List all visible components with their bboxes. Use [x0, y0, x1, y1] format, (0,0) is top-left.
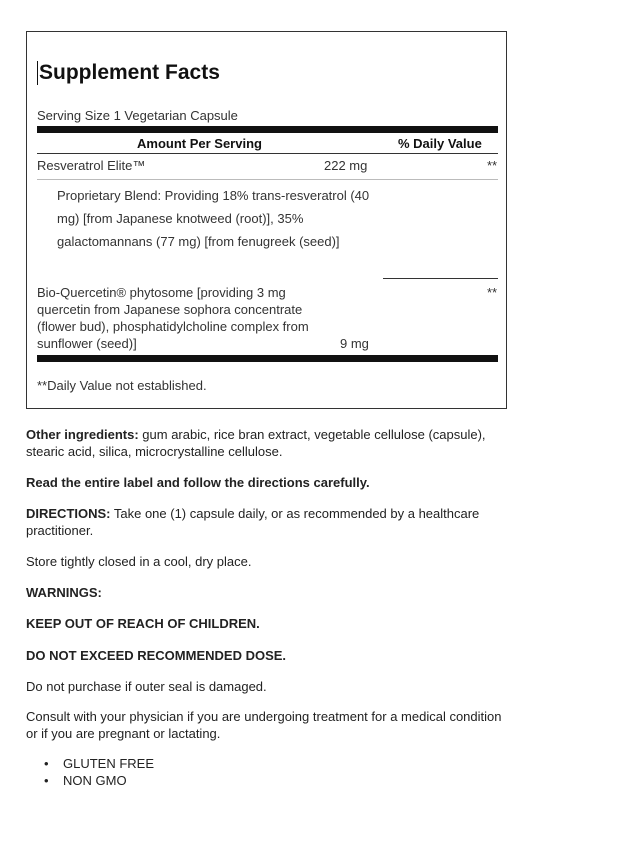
resveratrol-dv: **	[487, 158, 498, 173]
other-ingredients-text: gum arabic, rice bran extract, vegetable cellulose (capsule), stearic acid, silica, microcrystalline cellulose.	[26, 427, 486, 459]
blend-rule	[383, 278, 498, 279]
read-label-notice: Read the entire label and follow the directions carefully.	[26, 475, 370, 490]
do-not-exceed-warning: DO NOT EXCEED RECOMMENDED DOSE.	[26, 648, 287, 663]
badge-list	[44, 755, 154, 789]
serving-size: Serving Size 1 Vegetarian Capsule	[37, 108, 238, 123]
thick-rule-top	[37, 126, 498, 133]
directions	[26, 505, 496, 539]
facts-title: Supplement Facts	[39, 61, 220, 84]
supplement-facts-panel	[26, 31, 507, 409]
header-rule	[37, 153, 498, 154]
other-ingredients	[26, 426, 496, 460]
storage-note: Store tightly closed in a cool, dry place.	[26, 554, 252, 569]
thick-rule-bottom	[37, 355, 498, 362]
resveratrol-name: Resveratrol Elite™	[37, 158, 146, 173]
quercetin-amount: 9 mg	[340, 336, 369, 351]
quercetin-description: Bio-Quercetin® phytosome [providing 3 mg quercetin from Japanese sophora concentrate (flower bud), phosphatidylcholine complex from sunflower (seed)]	[37, 285, 309, 351]
directions-label: DIRECTIONS:	[26, 506, 111, 521]
directions-text: Take one (1) capsule daily, or as recommended by a healthcare practitioner.	[26, 506, 480, 538]
proprietary-blend: Proprietary Blend: Providing 18% trans-resveratrol (40 mg) [from Japanese knotweed (root)], 35% galactomannans (77 mg) [from fenugreek (seed)]	[57, 188, 370, 249]
keep-out-warning: KEEP OUT OF REACH OF CHILDREN.	[26, 616, 260, 631]
header-amount-per-serving: Amount Per Serving	[137, 136, 262, 151]
header-daily-value: % Daily Value	[398, 136, 482, 151]
resveratrol-amount: 222 mg	[324, 158, 368, 173]
list-item: • NON GMO	[44, 772, 154, 789]
other-ingredients-label: Other ingredients:	[26, 427, 139, 442]
footnote: **Daily Value not established.	[37, 378, 207, 393]
row-rule	[37, 179, 498, 180]
warnings-heading: WARNINGS:	[26, 585, 102, 600]
quercetin-dv: **	[487, 285, 498, 300]
list-item: • GLUTEN FREE	[44, 755, 154, 772]
seal-warning: Do not purchase if outer seal is damaged.	[26, 679, 267, 694]
consult-warning: Consult with your physician if you are undergoing treatment for a medical condition or if you are pregnant or lactating.	[26, 709, 502, 741]
